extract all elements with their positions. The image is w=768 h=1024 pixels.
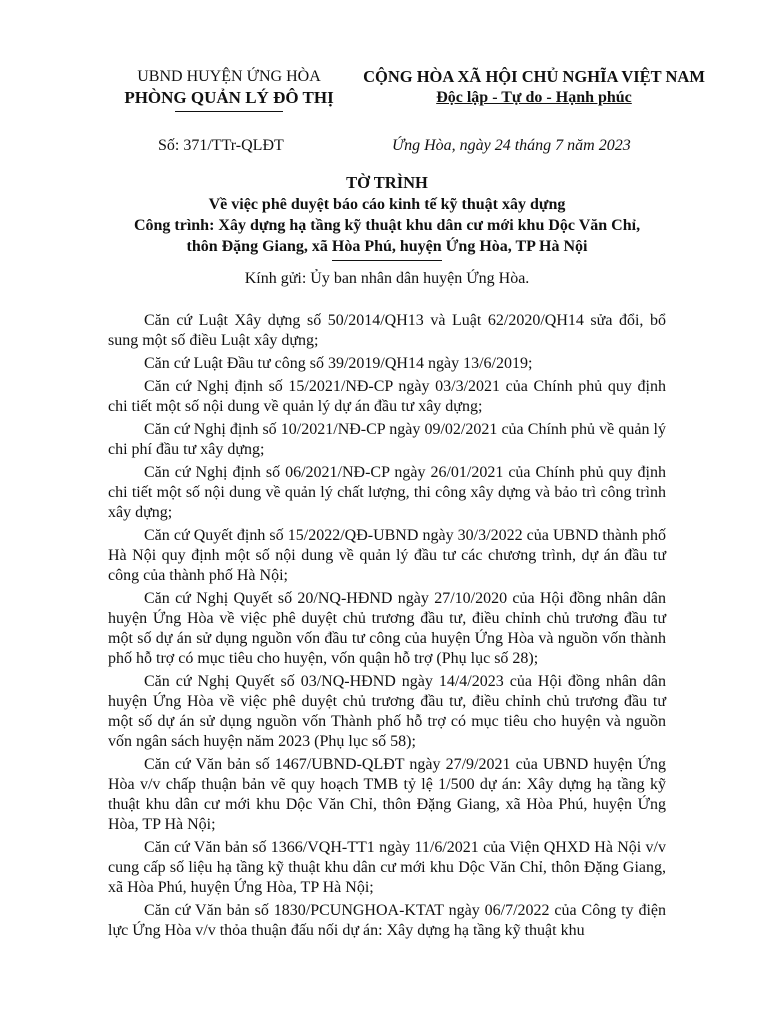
legal-basis-paragraph: Căn cứ Luật Đầu tư công số 39/2019/QH14 ngày 13/6/2019; [144,355,533,372]
place-and-date: Ứng Hòa, ngày 24 tháng 7 năm 2023 [392,137,631,154]
subject-line-2: Công trình: Xây dựng hạ tầng kỹ thuật khu dân cư mới khu Dộc Văn Chỉ, [133,217,641,234]
national-motto: Độc lập - Tự do - Hạnh phúc [436,89,632,106]
legal-basis-paragraph: Căn cứ Văn bản số 1830/PCUNGHOA-KTAT ngày 06/7/2022 của Công ty điện lực Ứng Hòa v/v thỏa thuận đấu nối dự án: Xây dựng hạ tầng kỹ thuật khu [108,902,666,939]
legal-basis-paragraph: Căn cứ Văn bản số 1467/UBND-QLĐT ngày 27/9/2021 của UBND huyện Ứng Hòa v/v chấp thuận bản vẽ quy hoạch TMB tỷ lệ 1/500 dự án: Xây dựng hạ tầng kỹ thuật khu dân cư mới khu Dộc Văn Chỉ, thôn Đặng Giang, xã Hòa Phú, huyện Ứng Hòa, TP Hà Nội; [108,756,666,833]
national-title [348,66,720,109]
document-title-block [96,172,678,261]
legal-basis-paragraph: Căn cứ Nghị Quyết số 03/NQ-HĐND ngày 14/4/2023 của Hội đồng nhân dân huyện Ứng Hòa về việc phê duyệt chủ trương đầu tư, điều chỉnh chủ trương đầu tư một số dự án sử dụng nguồn vốn Thành phố hỗ trợ có mục tiêu cho huyện và nguồn vốn ngân sách huyện năm 2023 (Phụ lục số 58); [108,673,666,750]
organization-name: PHÒNG QUẢN LÝ ĐÔ THỊ [124,88,334,107]
document-number: Số: 371/TTr-QLĐT [158,137,284,154]
document-type: TỜ TRÌNH [346,173,428,192]
authority-underline [175,111,283,112]
nation-name: CỘNG HÒA XÃ HỘI CHỦ NGHĨA VIỆT NAM [363,67,705,86]
legal-basis-paragraph: Căn cứ Quyết định số 15/2022/QĐ-UBND ngày 30/3/2022 của UBND thành phố Hà Nội quy định một số nội dung về quản lý đầu tư các chương trình, dự án đầu tư công của thành phố Hà Nội; [108,527,666,584]
parent-organization: UBND HUYỆN ỨNG HÒA [137,68,321,85]
recipient-line: Kính gửi: Ủy ban nhân dân huyện Ứng Hòa. [244,270,530,287]
legal-basis-paragraph: Căn cứ Văn bản số 1366/VQH-TT1 ngày 11/6/2021 của Viện QHXD Hà Nội v/v cung cấp số liệu hạ tầng kỹ thuật khu dân cư mới khu Dộc Văn Chỉ, thôn Đặng Giang, xã Hòa Phú, huyện Ứng Hòa, TP Hà Nội; [108,839,666,896]
subject-line-3: thôn Đặng Giang, xã Hòa Phú, huyện Ứng Hòa, TP Hà Nội [186,238,588,255]
issuing-authority [96,66,362,112]
legal-basis-paragraph: Căn cứ Nghị Quyết số 20/NQ-HĐND ngày 27/10/2020 của Hội đồng nhân dân huyện Ứng Hòa về việc phê duyệt chủ trương đầu tư, điều chỉnh chủ trương đầu tư một số dự án sử dụng nguồn vốn đầu tư công của huyện Ứng Hòa và nguồn vốn thành phố hỗ trợ có mục tiêu cho huyện, vốn quận hỗ trợ (Phụ lục số 28); [108,590,666,667]
legal-basis-paragraph: Căn cứ Nghị định số 15/2021/NĐ-CP ngày 03/3/2021 của Chính phủ quy định chi tiết một số nội dung về quản lý dự án đầu tư xây dựng; [108,378,666,415]
legal-basis-paragraph: Căn cứ Luật Xây dựng số 50/2014/QH13 và Luật 62/2020/QH14 sửa đổi, bổ sung một số điều Luật xây dựng; [108,312,666,349]
title-underline [332,260,442,261]
legal-basis-paragraph: Căn cứ Nghị định số 10/2021/NĐ-CP ngày 09/02/2021 của Chính phủ về quản lý chi phí đầu tư xây dựng; [108,421,666,458]
subject-line-1: Về việc phê duyệt báo cáo kinh tế kỹ thuật xây dựng [208,196,566,213]
document-body [108,311,666,944]
legal-basis-paragraph: Căn cứ Nghị định số 06/2021/NĐ-CP ngày 26/01/2021 của Chính phủ quy định chi tiết một số nội dung về quản lý chất lượng, thi công xây dựng và bảo trì công trình xây dựng; [108,464,666,521]
